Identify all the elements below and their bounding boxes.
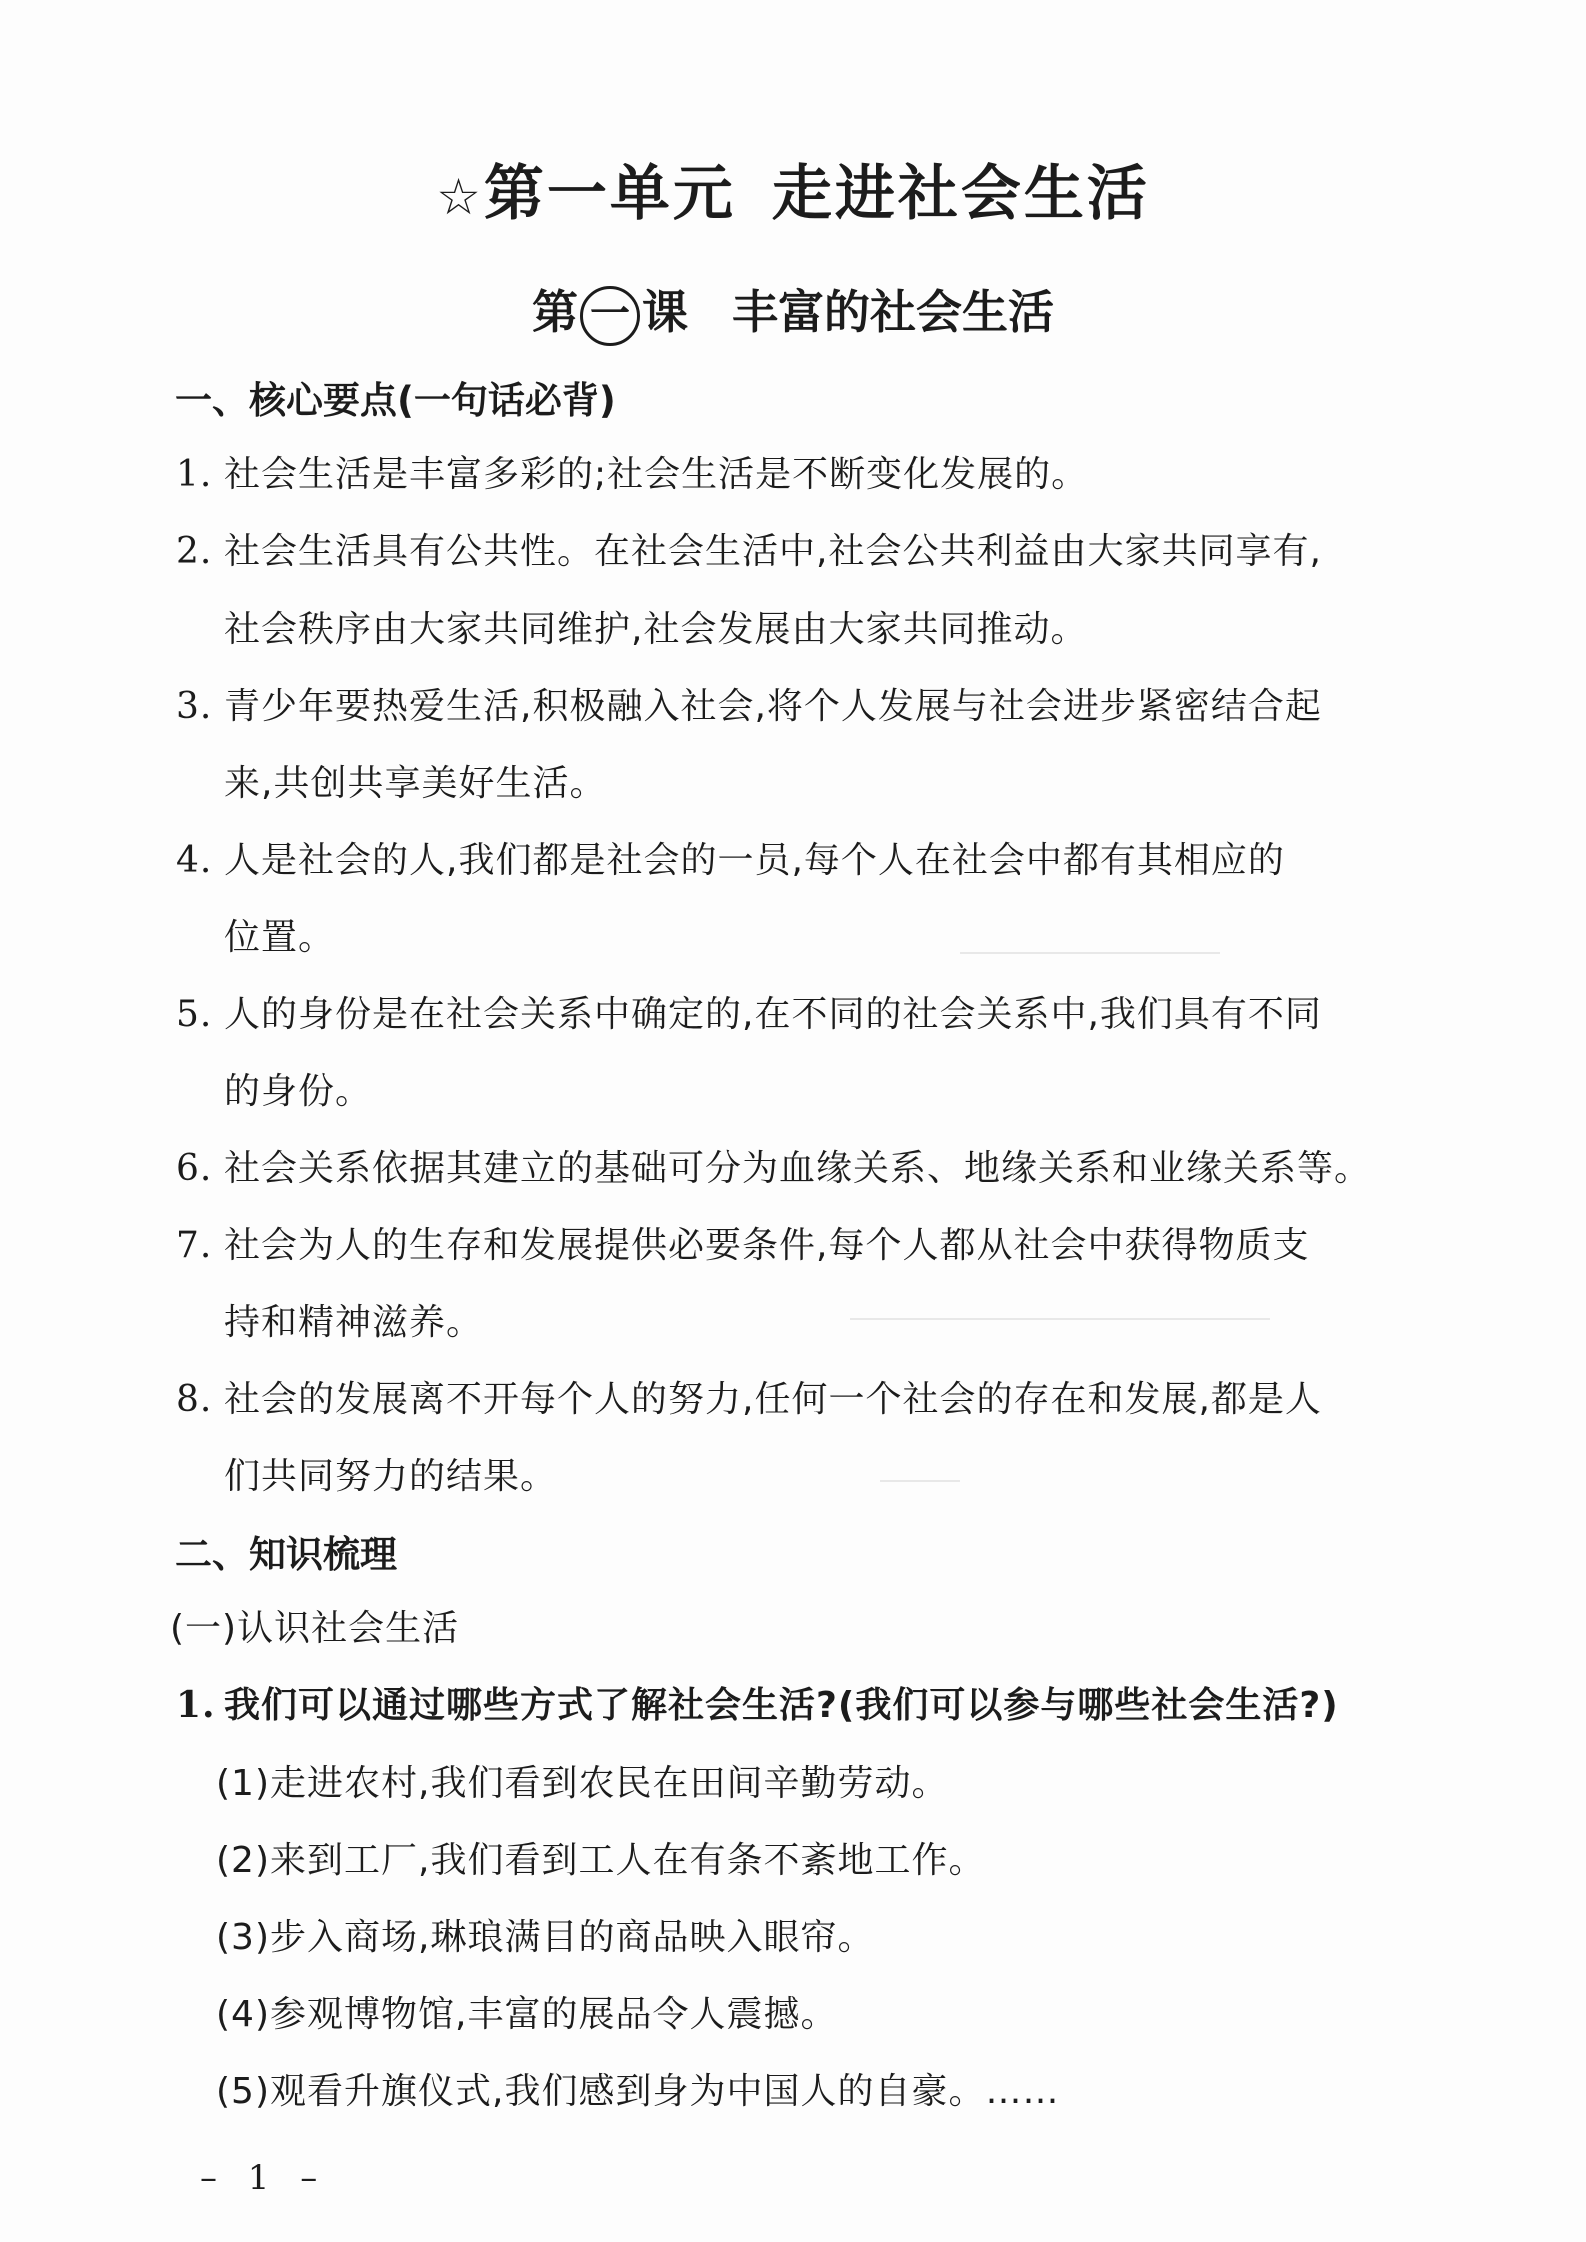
- answer-item: (5)观看升旗仪式,我们感到身为中国人的自豪。……: [216, 2071, 1060, 2112]
- subsection-heading: (一)认识社会生活: [170, 1608, 460, 1649]
- scan-artifact: [850, 1318, 1270, 1320]
- list-item: [176, 1140, 1371, 1191]
- lesson-title: [0, 276, 1586, 346]
- lesson-title-text: 丰富的社会生活: [732, 285, 1054, 339]
- list-item: [176, 986, 1322, 1037]
- item-continuation: 持和精神滋养。: [224, 1302, 484, 1343]
- answer-item: (2)来到工厂,我们看到工人在有条不紊地工作。: [216, 1840, 986, 1881]
- item-line: 社会的发展离不开每个人的努力,任何一个社会的存在和发展,都是人: [224, 1379, 1322, 1420]
- unit-title: [0, 146, 1586, 232]
- list-item: [176, 832, 1285, 883]
- star-icon: ☆: [436, 168, 484, 226]
- item-line: 人的身份是在社会关系中确定的,在不同的社会关系中,我们具有不同: [224, 994, 1322, 1035]
- item-continuation: 们共同努力的结果。: [224, 1456, 558, 1497]
- section-heading-knowledge: 二、知识梳理: [175, 1533, 397, 1576]
- answer-item: (4)参观博物馆,丰富的展品令人震撼。: [216, 1994, 838, 2035]
- list-item: [176, 1371, 1322, 1422]
- item-line: 社会为人的生存和发展提供必要条件,每个人都从社会中获得物质支: [224, 1225, 1310, 1266]
- scan-artifact: [880, 1480, 960, 1482]
- item-continuation: 社会秩序由大家共同维护,社会发展由大家共同推动。: [224, 609, 1088, 650]
- list-item: [176, 678, 1322, 729]
- question: [176, 1677, 1339, 1728]
- item-continuation: 的身份。: [224, 1071, 373, 1112]
- answer-item: (1)走进农村,我们看到农民在田间辛勤劳动。: [216, 1763, 949, 1804]
- item-line: 人是社会的人,我们都是社会的一员,每个人在社会中都有其相应的: [224, 840, 1285, 881]
- list-item: [176, 523, 1322, 574]
- item-number: 5.: [176, 994, 213, 1035]
- item-number: 3.: [176, 686, 213, 727]
- item-continuation: 来,共创共享美好生活。: [224, 763, 607, 804]
- item-number: 4.: [176, 840, 213, 881]
- question-number: 1.: [176, 1684, 216, 1726]
- lesson-badge: [532, 276, 688, 346]
- list-item: [176, 446, 1088, 497]
- unit-title-name: 走进社会生活: [771, 159, 1150, 229]
- item-number: 2.: [176, 531, 213, 572]
- item-continuation: 位置。: [224, 917, 336, 958]
- unit-title-number: 第一单元: [483, 159, 736, 229]
- item-number: 8.: [176, 1379, 213, 1420]
- item-number: 6.: [176, 1148, 213, 1189]
- lesson-badge-suffix: 课: [642, 285, 688, 339]
- lesson-badge-prefix: 第: [532, 285, 578, 339]
- answer-item: (3)步入商场,琳琅满目的商品映入眼帘。: [216, 1917, 875, 1958]
- item-number: 7.: [176, 1225, 213, 1266]
- section-heading-core: 一、核心要点(一句话必背): [175, 379, 616, 422]
- list-item: [176, 1217, 1309, 1268]
- circled-number-icon: 一: [580, 286, 640, 346]
- item-line: 社会生活是丰富多彩的;社会生活是不断变化发展的。: [224, 454, 1089, 495]
- item-line: 社会关系依据其建立的基础可分为血缘关系、地缘关系和业缘关系等。: [224, 1148, 1372, 1189]
- question-text: 我们可以通过哪些方式了解社会生活?(我们可以参与哪些社会生活?): [224, 1685, 1339, 1726]
- item-line: 社会生活具有公共性。在社会生活中,社会公共利益由大家共同享有,: [224, 531, 1322, 572]
- item-line: 青少年要热爱生活,积极融入社会,将个人发展与社会进步紧密结合起: [224, 686, 1322, 727]
- item-number: 1.: [176, 454, 213, 495]
- page-number: – 1 –: [200, 2158, 328, 2198]
- scan-artifact: [960, 952, 1220, 954]
